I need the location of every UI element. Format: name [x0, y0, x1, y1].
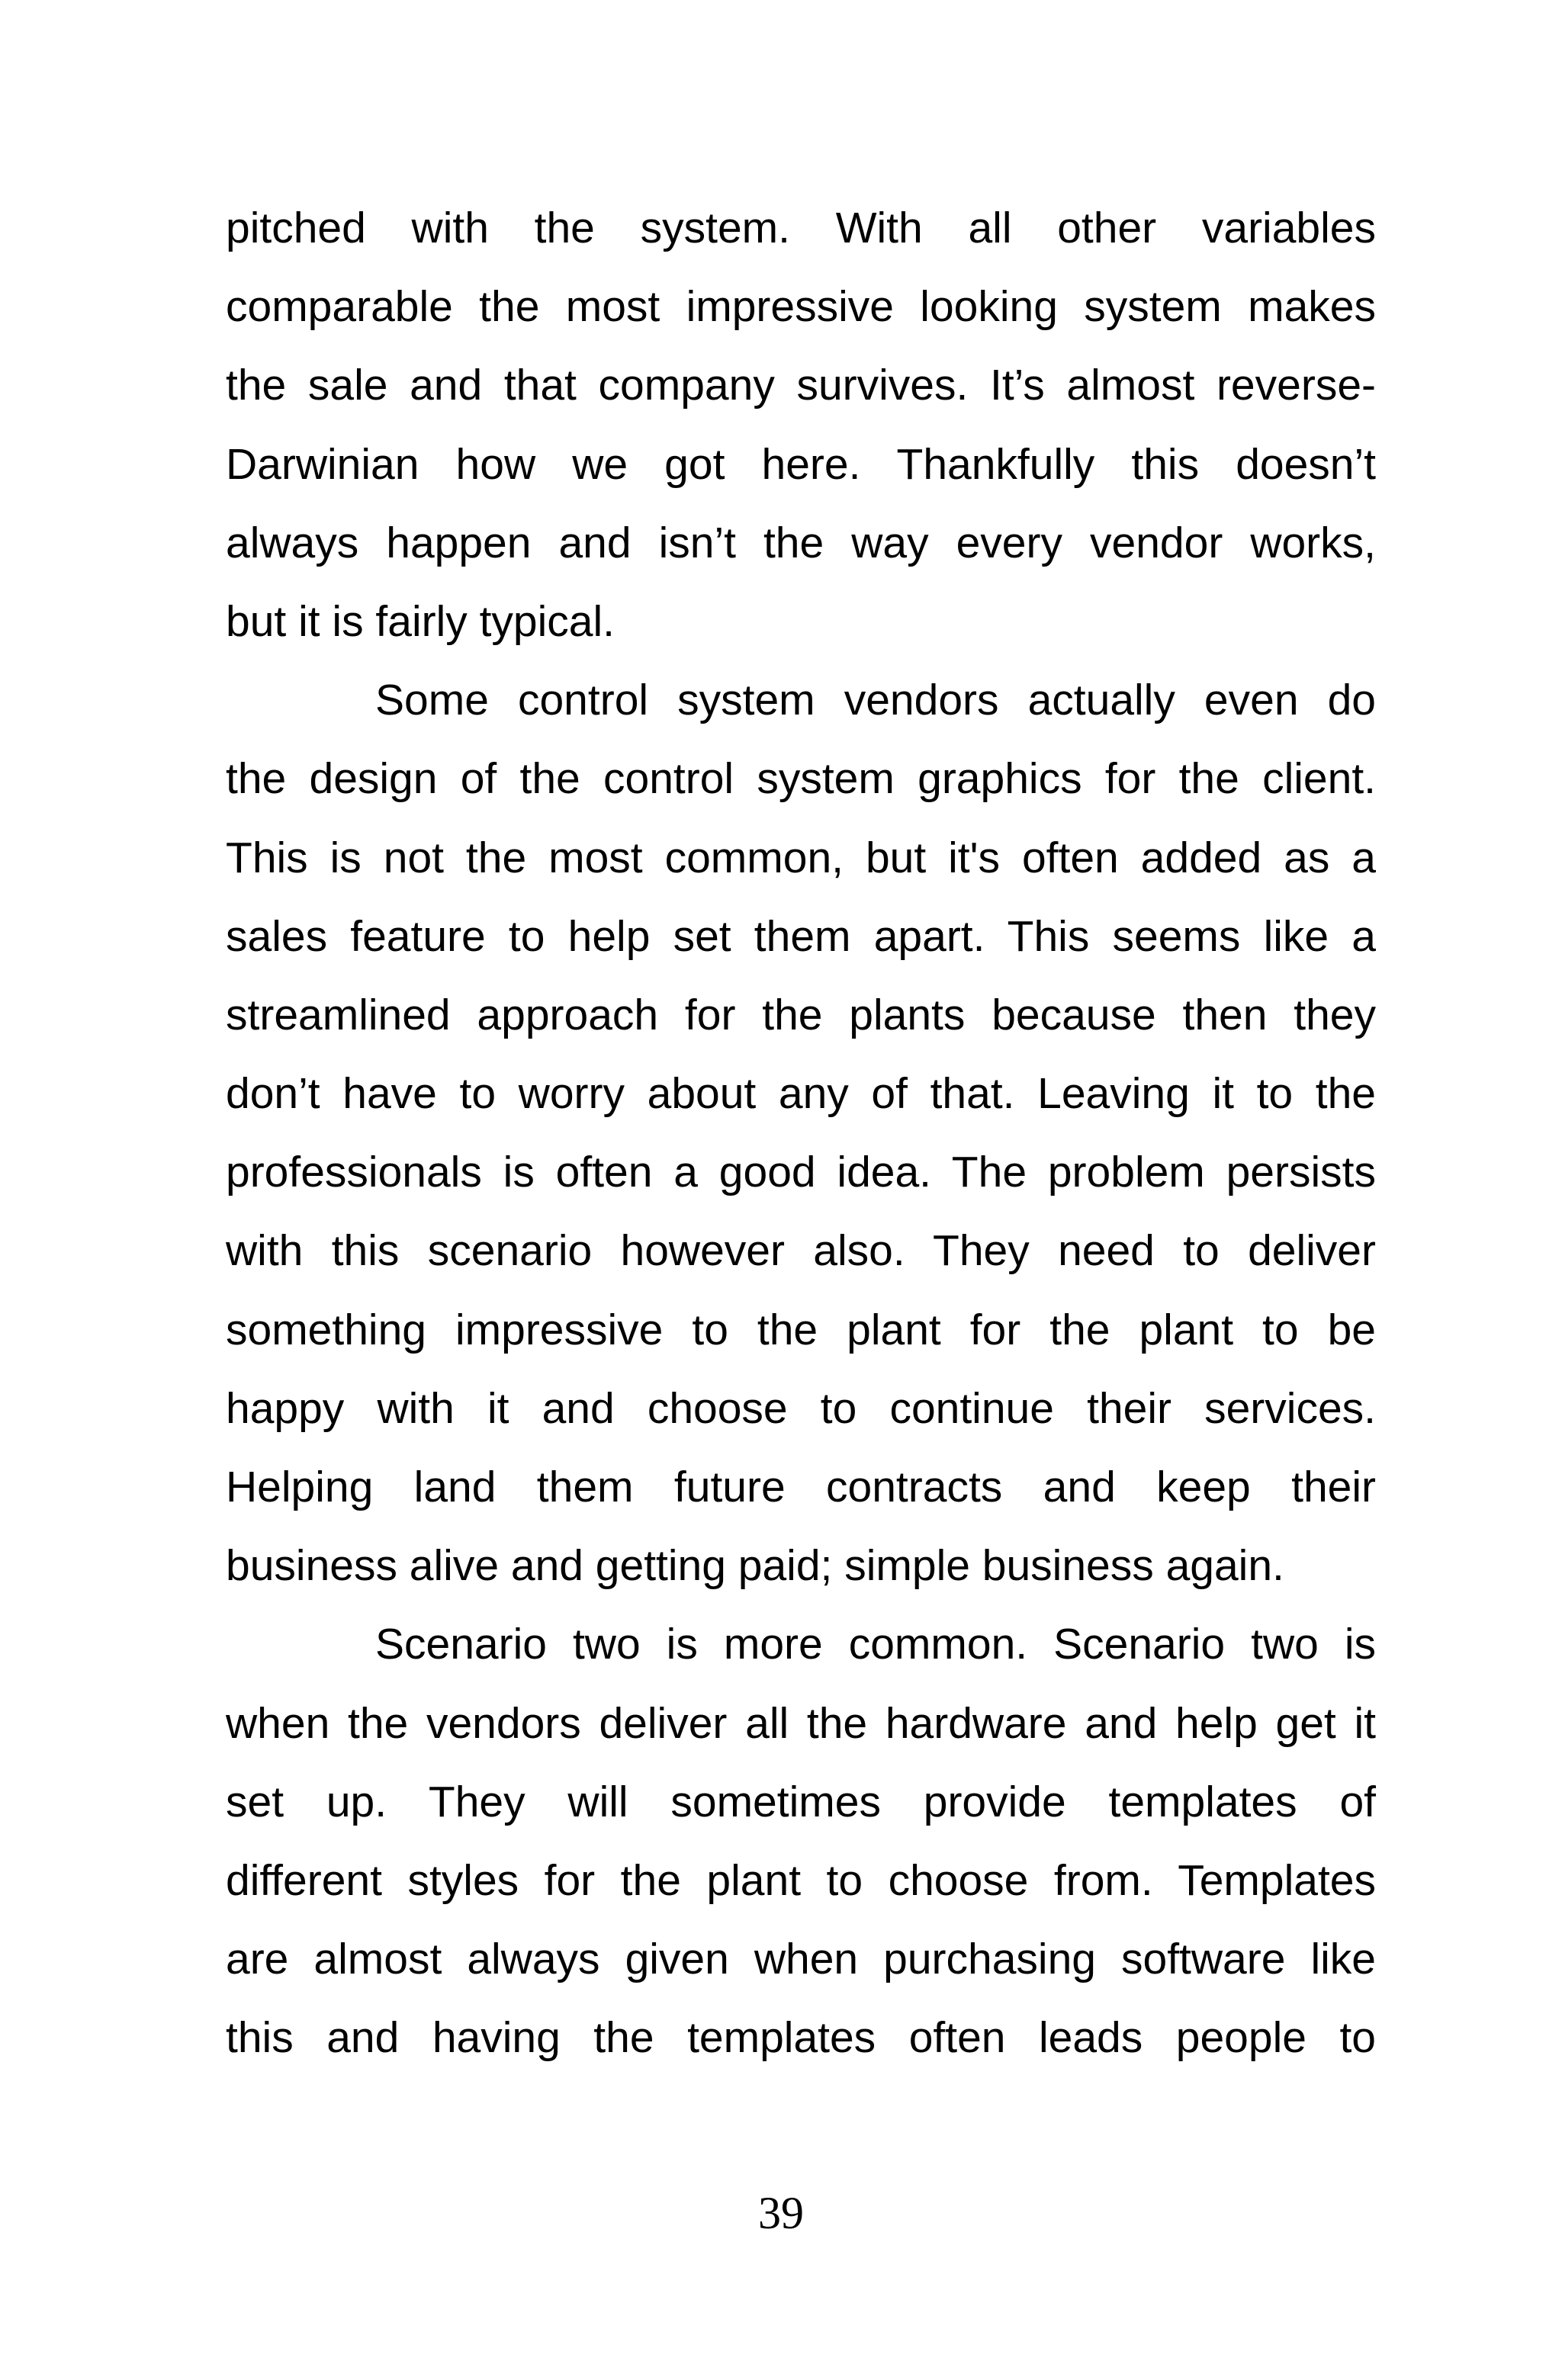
- text-line: when the vendors deliver all the hardware and help get it: [226, 1698, 1376, 1748]
- text-line: happy with it and choose to continue their services.: [226, 1383, 1376, 1433]
- paragraph-continuation: [226, 189, 1376, 661]
- text-line: set up. They will sometimes provide templates of: [226, 1777, 1376, 1826]
- text-line: This is not the most common, but it's often added as a: [226, 833, 1376, 882]
- text-line: always happen and isn’t the way every vendor works,: [226, 518, 1376, 567]
- text-line: the sale and that company survives. It’s almost reverse-: [226, 361, 1376, 410]
- text-line: Darwinian how we got here. Thankfully this doesn’t: [226, 439, 1376, 489]
- text-line: Scenario two is more common. Scenario two is: [375, 1620, 1376, 1669]
- body-text: [226, 189, 1376, 2078]
- paragraph-scenario-two: [226, 1605, 1376, 2077]
- text-line: business alive and getting paid; simple business again.: [226, 1541, 1284, 1591]
- text-line: professionals is often a good idea. The problem persists: [226, 1148, 1376, 1197]
- text-line: streamlined approach for the plants because then they: [226, 990, 1376, 1039]
- text-line: don’t have to worry about any of that. Leaving it to the: [226, 1069, 1376, 1119]
- text-line: something impressive to the plant for the plant to be: [226, 1305, 1376, 1354]
- text-line: pitched with the system. With all other variables: [226, 204, 1376, 252]
- text-line: but it is fairly typical.: [226, 596, 615, 646]
- text-line: comparable the most impressive looking system makes: [226, 282, 1376, 332]
- text-line: different styles for the plant to choose from. Templates: [226, 1855, 1376, 1905]
- page-number: 39: [758, 2188, 804, 2238]
- paragraph-vendors-design: [226, 661, 1376, 1605]
- text-line: with this scenario however also. They need to deliver: [226, 1226, 1376, 1276]
- text-line: this and having the templates often leads people to: [226, 2013, 1376, 2063]
- text-line: Helping land them future contracts and keep their: [226, 1463, 1376, 1511]
- text-line: sales feature to help set them apart. This seems like a: [226, 911, 1376, 961]
- text-line: Some control system vendors actually even do: [375, 676, 1376, 725]
- text-line: the design of the control system graphics for the client.: [226, 754, 1376, 804]
- text-line: are almost always given when purchasing software like: [226, 1935, 1376, 1984]
